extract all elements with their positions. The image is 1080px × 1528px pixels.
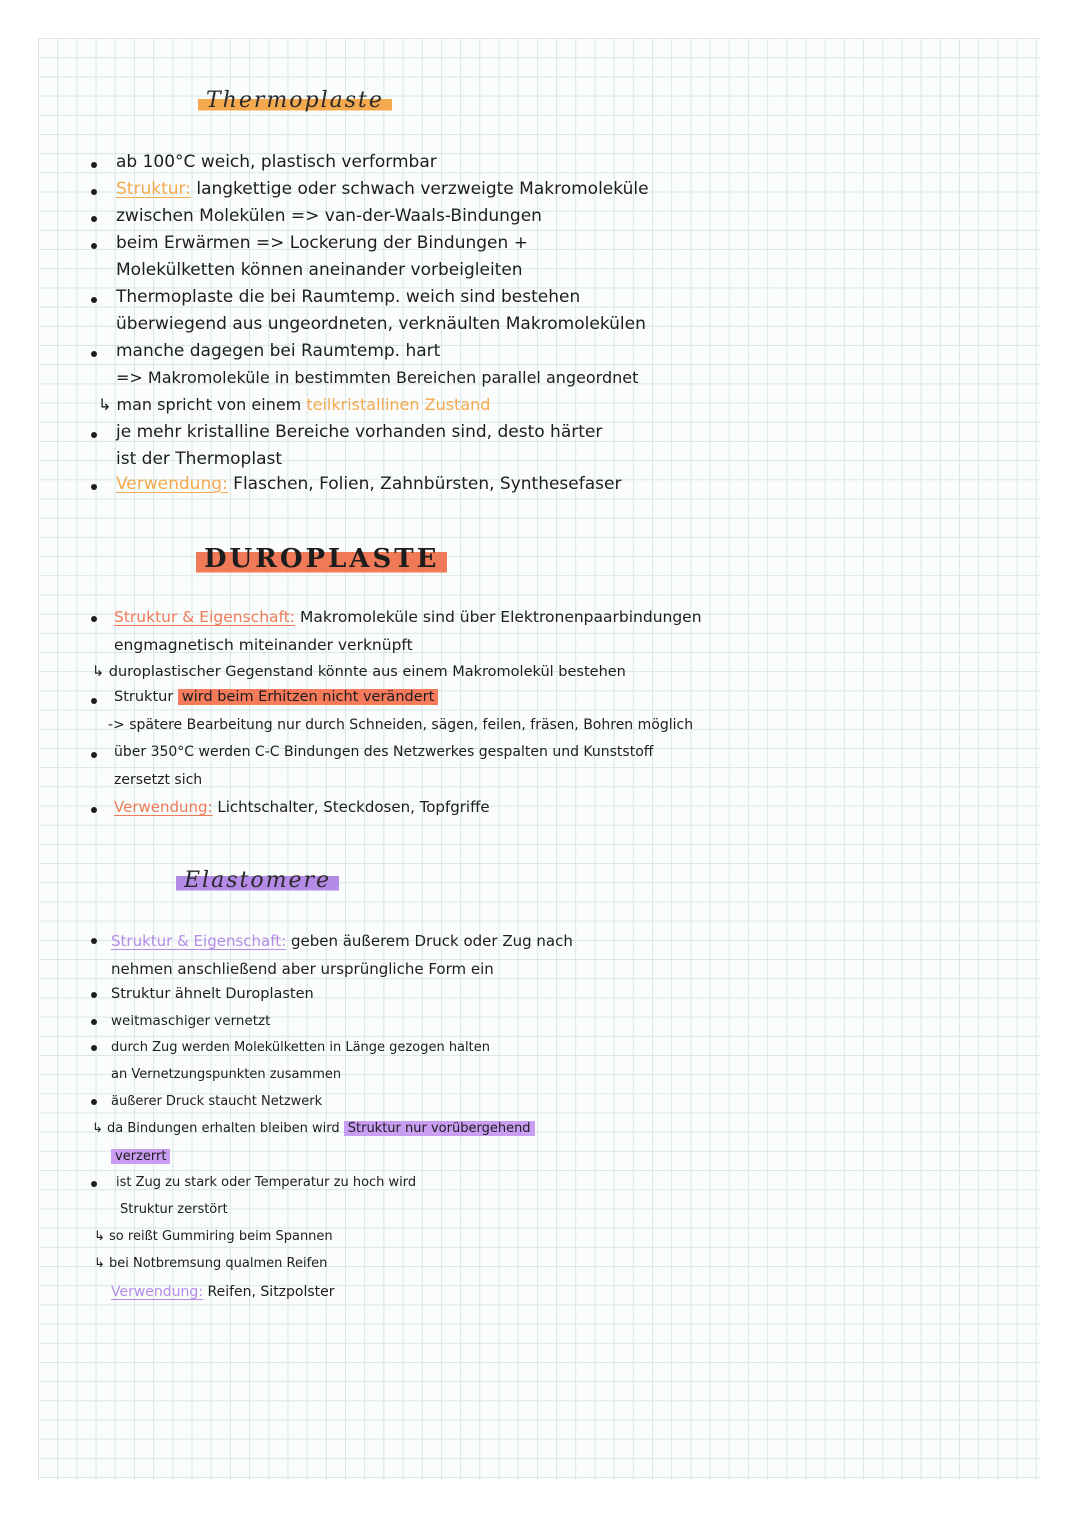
elasto-line-6 xyxy=(92,1121,535,1136)
bullet-icon xyxy=(91,216,97,222)
arrow-icon: ↳ xyxy=(92,664,105,680)
duro-line-3-text: Struktur xyxy=(114,689,178,705)
arrow-icon: ↳ xyxy=(98,395,112,414)
bullet-icon xyxy=(91,297,97,303)
elasto-line-4b: an Vernetzungspunkten zusammen xyxy=(111,1067,342,1082)
thermo-line-3: zwischen Molekülen => van-der-Waals-Bindungen xyxy=(116,206,542,226)
bullet-icon xyxy=(91,162,97,168)
elasto-line-5: äußerer Druck staucht Netzwerk xyxy=(111,1094,323,1109)
duro-line-5b: zersetzt sich xyxy=(114,772,203,788)
bullet-icon xyxy=(91,1045,97,1051)
bullet-icon xyxy=(91,616,97,622)
duro-line-6-text: Lichtschalter, Steckdosen, Topfgriffe xyxy=(212,798,490,816)
teilkristallin-text: teilkristallinen Zustand xyxy=(306,395,491,414)
struktur-eigenschaft-label: Struktur & Eigenschaft: xyxy=(111,932,287,950)
elasto-line-1-text: geben äußerem Druck oder Zug nach xyxy=(286,932,573,950)
thermo-line-9b: ist der Thermoplast xyxy=(116,449,283,469)
bullet-icon xyxy=(91,189,97,195)
elasto-line-2: Struktur ähnelt Duroplasten xyxy=(111,986,314,1002)
elasto-line-1 xyxy=(111,932,573,950)
struktur-label: Struktur: xyxy=(116,179,191,199)
highlighted-text: wird beim Erhitzen nicht verändert xyxy=(178,689,438,705)
elasto-line-3: weitmaschiger vernetzt xyxy=(111,1013,271,1029)
thermo-line-8-text: man spricht von einem xyxy=(111,395,307,414)
duro-line-1-text: Makromoleküle sind über Elektronenpaarbindungen xyxy=(295,608,702,626)
duro-line-5a: über 350°C werden C-C Bindungen des Netzwerkes gespalten und Kunststoff xyxy=(114,744,654,760)
verwendung-label: Verwendung: xyxy=(114,798,213,816)
elasto-line-10 xyxy=(111,1284,335,1300)
thermo-line-2-text: langkettige oder schwach verzweigte Makromoleküle xyxy=(190,179,649,199)
arrow-icon: ↳ xyxy=(92,1121,103,1136)
elasto-line-6-text: da Bindungen erhalten bleiben wird xyxy=(102,1121,344,1136)
bullet-icon xyxy=(91,938,97,944)
highlighted-text: Struktur nur vorübergehend xyxy=(344,1121,535,1136)
elasto-line-9-text: bei Notbremsung qualmen Reifen xyxy=(104,1256,328,1271)
duro-line-1b: engmagnetisch miteinander verknüpft xyxy=(114,636,413,654)
bullet-icon xyxy=(91,432,97,438)
thermo-line-10 xyxy=(116,474,621,494)
elasto-line-9 xyxy=(94,1256,327,1271)
bullet-icon xyxy=(91,752,97,758)
elasto-line-8 xyxy=(94,1229,333,1244)
thermoplaste-title: Thermoplaste xyxy=(198,86,392,115)
thermo-line-7: => Makromoleküle in bestimmten Bereichen parallel angeordnet xyxy=(116,368,639,387)
bullet-icon xyxy=(91,484,97,490)
elasto-line-8-text: so reißt Gummiring beim Spannen xyxy=(104,1229,333,1244)
duro-line-2 xyxy=(92,664,626,680)
thermo-line-5a: Thermoplaste die bei Raumtemp. weich sind bestehen xyxy=(116,287,581,307)
arrow-icon: ↳ xyxy=(94,1256,105,1271)
duroplaste-title: DUROPLASTE xyxy=(196,542,447,576)
highlighted-text: verzerrt xyxy=(111,1149,170,1164)
thermo-line-8 xyxy=(98,395,490,414)
elasto-line-10-text: Reifen, Sitzpolster xyxy=(203,1284,335,1300)
bullet-icon xyxy=(91,1181,97,1187)
elasto-line-6b xyxy=(111,1149,170,1164)
bullet-icon xyxy=(91,351,97,357)
duro-line-4: -> spätere Bearbeitung nur durch Schneiden, sägen, feilen, fräsen, Bohren möglich xyxy=(108,717,694,733)
thermo-line-5b: überwiegend aus ungeordneten, verknäulten Makromolekülen xyxy=(116,314,646,334)
elastomere-title: Elastomere xyxy=(176,866,339,895)
thermo-line-2 xyxy=(116,179,649,199)
bullet-icon xyxy=(91,807,97,813)
bullet-icon xyxy=(91,1019,97,1025)
duro-line-6 xyxy=(114,798,490,816)
elasto-line-4a: durch Zug werden Molekülketten in Länge gezogen halten xyxy=(111,1040,490,1055)
bullet-icon xyxy=(91,992,97,998)
verwendung-label: Verwendung: xyxy=(116,474,228,494)
thermo-line-1: ab 100°C weich, plastisch verformbar xyxy=(116,152,437,172)
duro-line-2-text: duroplastischer Gegenstand könnte aus einem Makromolekül bestehen xyxy=(104,664,626,680)
bullet-icon xyxy=(91,243,97,249)
thermo-line-6: manche dagegen bei Raumtemp. hart xyxy=(116,341,441,361)
bullet-icon xyxy=(91,1099,97,1105)
thermo-line-10-text: Flaschen, Folien, Zahnbürsten, Synthesefaser xyxy=(227,474,622,494)
bullet-icon xyxy=(91,698,97,704)
elasto-line-7a: ist Zug zu stark oder Temperatur zu hoch wird xyxy=(116,1175,417,1190)
thermo-line-4b: Molekülketten können aneinander vorbeigleiten xyxy=(116,260,523,280)
arrow-icon: ↳ xyxy=(94,1229,105,1244)
thermo-line-4a: beim Erwärmen => Lockerung der Bindungen + xyxy=(116,233,528,253)
elasto-line-1b: nehmen anschließend aber ursprüngliche Form ein xyxy=(111,960,494,978)
elasto-line-7b: Struktur zerstört xyxy=(120,1202,228,1217)
duro-line-3 xyxy=(114,689,438,705)
struktur-eigenschaft-label: Struktur & Eigenschaft: xyxy=(114,608,296,626)
thermo-line-9a: je mehr kristalline Bereiche vorhanden sind, desto härter xyxy=(116,422,603,442)
duro-line-1 xyxy=(114,608,702,626)
verwendung-label: Verwendung: xyxy=(111,1284,204,1300)
